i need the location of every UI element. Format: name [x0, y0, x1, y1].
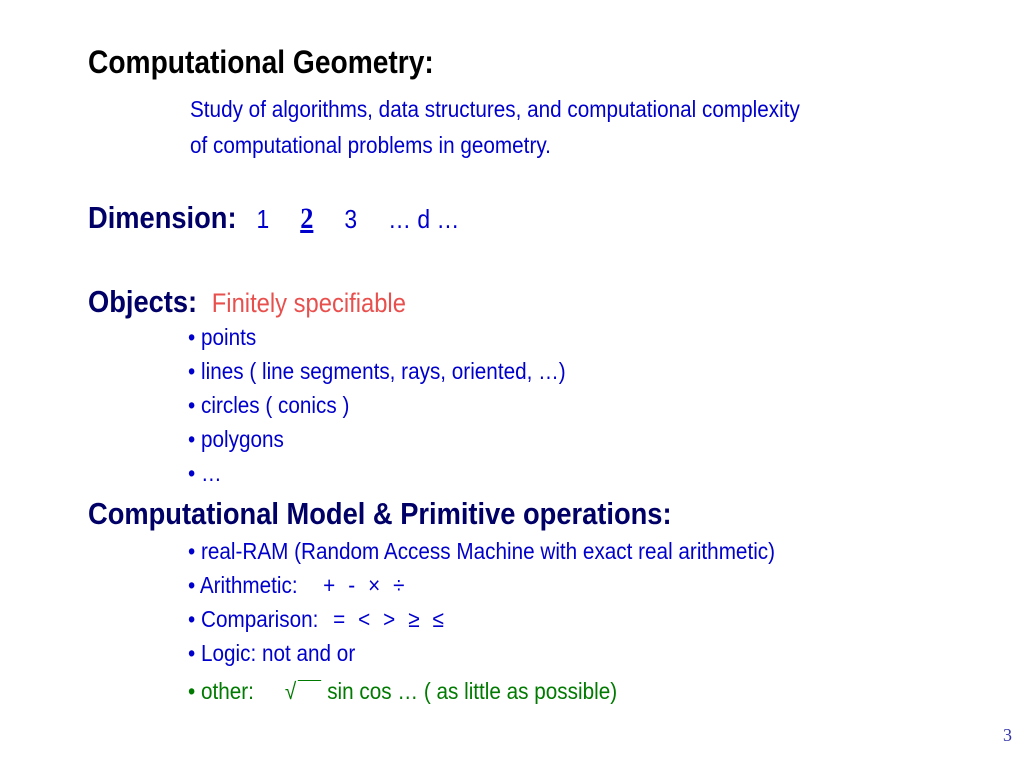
sqrt-bar: [297, 680, 320, 681]
comparison-label: • Comparison:: [188, 606, 319, 632]
model-item-real-ram: • real-RAM (Random Access Machine with exact real arithmetic): [188, 538, 776, 564]
model-item-comparison: [188, 606, 447, 633]
dimension-label: Dimension:: [88, 200, 237, 235]
dimension-value-highlighted: 2: [300, 202, 314, 235]
model-item-arithmetic: [188, 572, 408, 599]
model-heading: Computational Model & Primitive operations:: [88, 496, 672, 531]
objects-item-points: • points: [188, 324, 257, 350]
sqrt-symbol: √: [284, 678, 297, 704]
description-line-2: of computational problems in geometry.: [190, 132, 551, 158]
objects-item-polygons: • polygons: [188, 426, 284, 452]
arithmetic-symbols: + - × ÷: [323, 572, 409, 598]
dimension-value-3: 3: [344, 204, 358, 234]
objects-qualifier: Finitely specifiable: [211, 288, 406, 318]
model-item-logic: • Logic: not and or: [188, 640, 356, 666]
dimension-value-d: … d …: [388, 204, 460, 234]
page-number: 3: [1003, 725, 1012, 745]
dimension-value-1: 1: [256, 204, 270, 234]
other-label: • other:: [188, 678, 254, 704]
model-item-other: [188, 678, 617, 705]
sqrt-icon: [285, 678, 296, 705]
comparison-symbols: = < > ≥ ≤: [333, 606, 448, 632]
objects-label: Objects:: [88, 284, 198, 319]
dimension-row: [88, 200, 484, 236]
slide-title: Computational Geometry:: [88, 44, 434, 80]
objects-item-lines: • lines ( line segments, rays, oriented, …): [188, 358, 566, 384]
objects-item-ellipsis: • …: [188, 460, 222, 486]
other-functions: sin cos … ( as little as possible): [327, 678, 618, 704]
arithmetic-label: • Arithmetic:: [188, 572, 298, 598]
objects-row: [88, 284, 406, 320]
objects-item-circles: • circles ( conics ): [188, 392, 350, 418]
description-line-1: Study of algorithms, data structures, and computational complexity: [190, 96, 800, 122]
dimension-values: [244, 204, 484, 234]
